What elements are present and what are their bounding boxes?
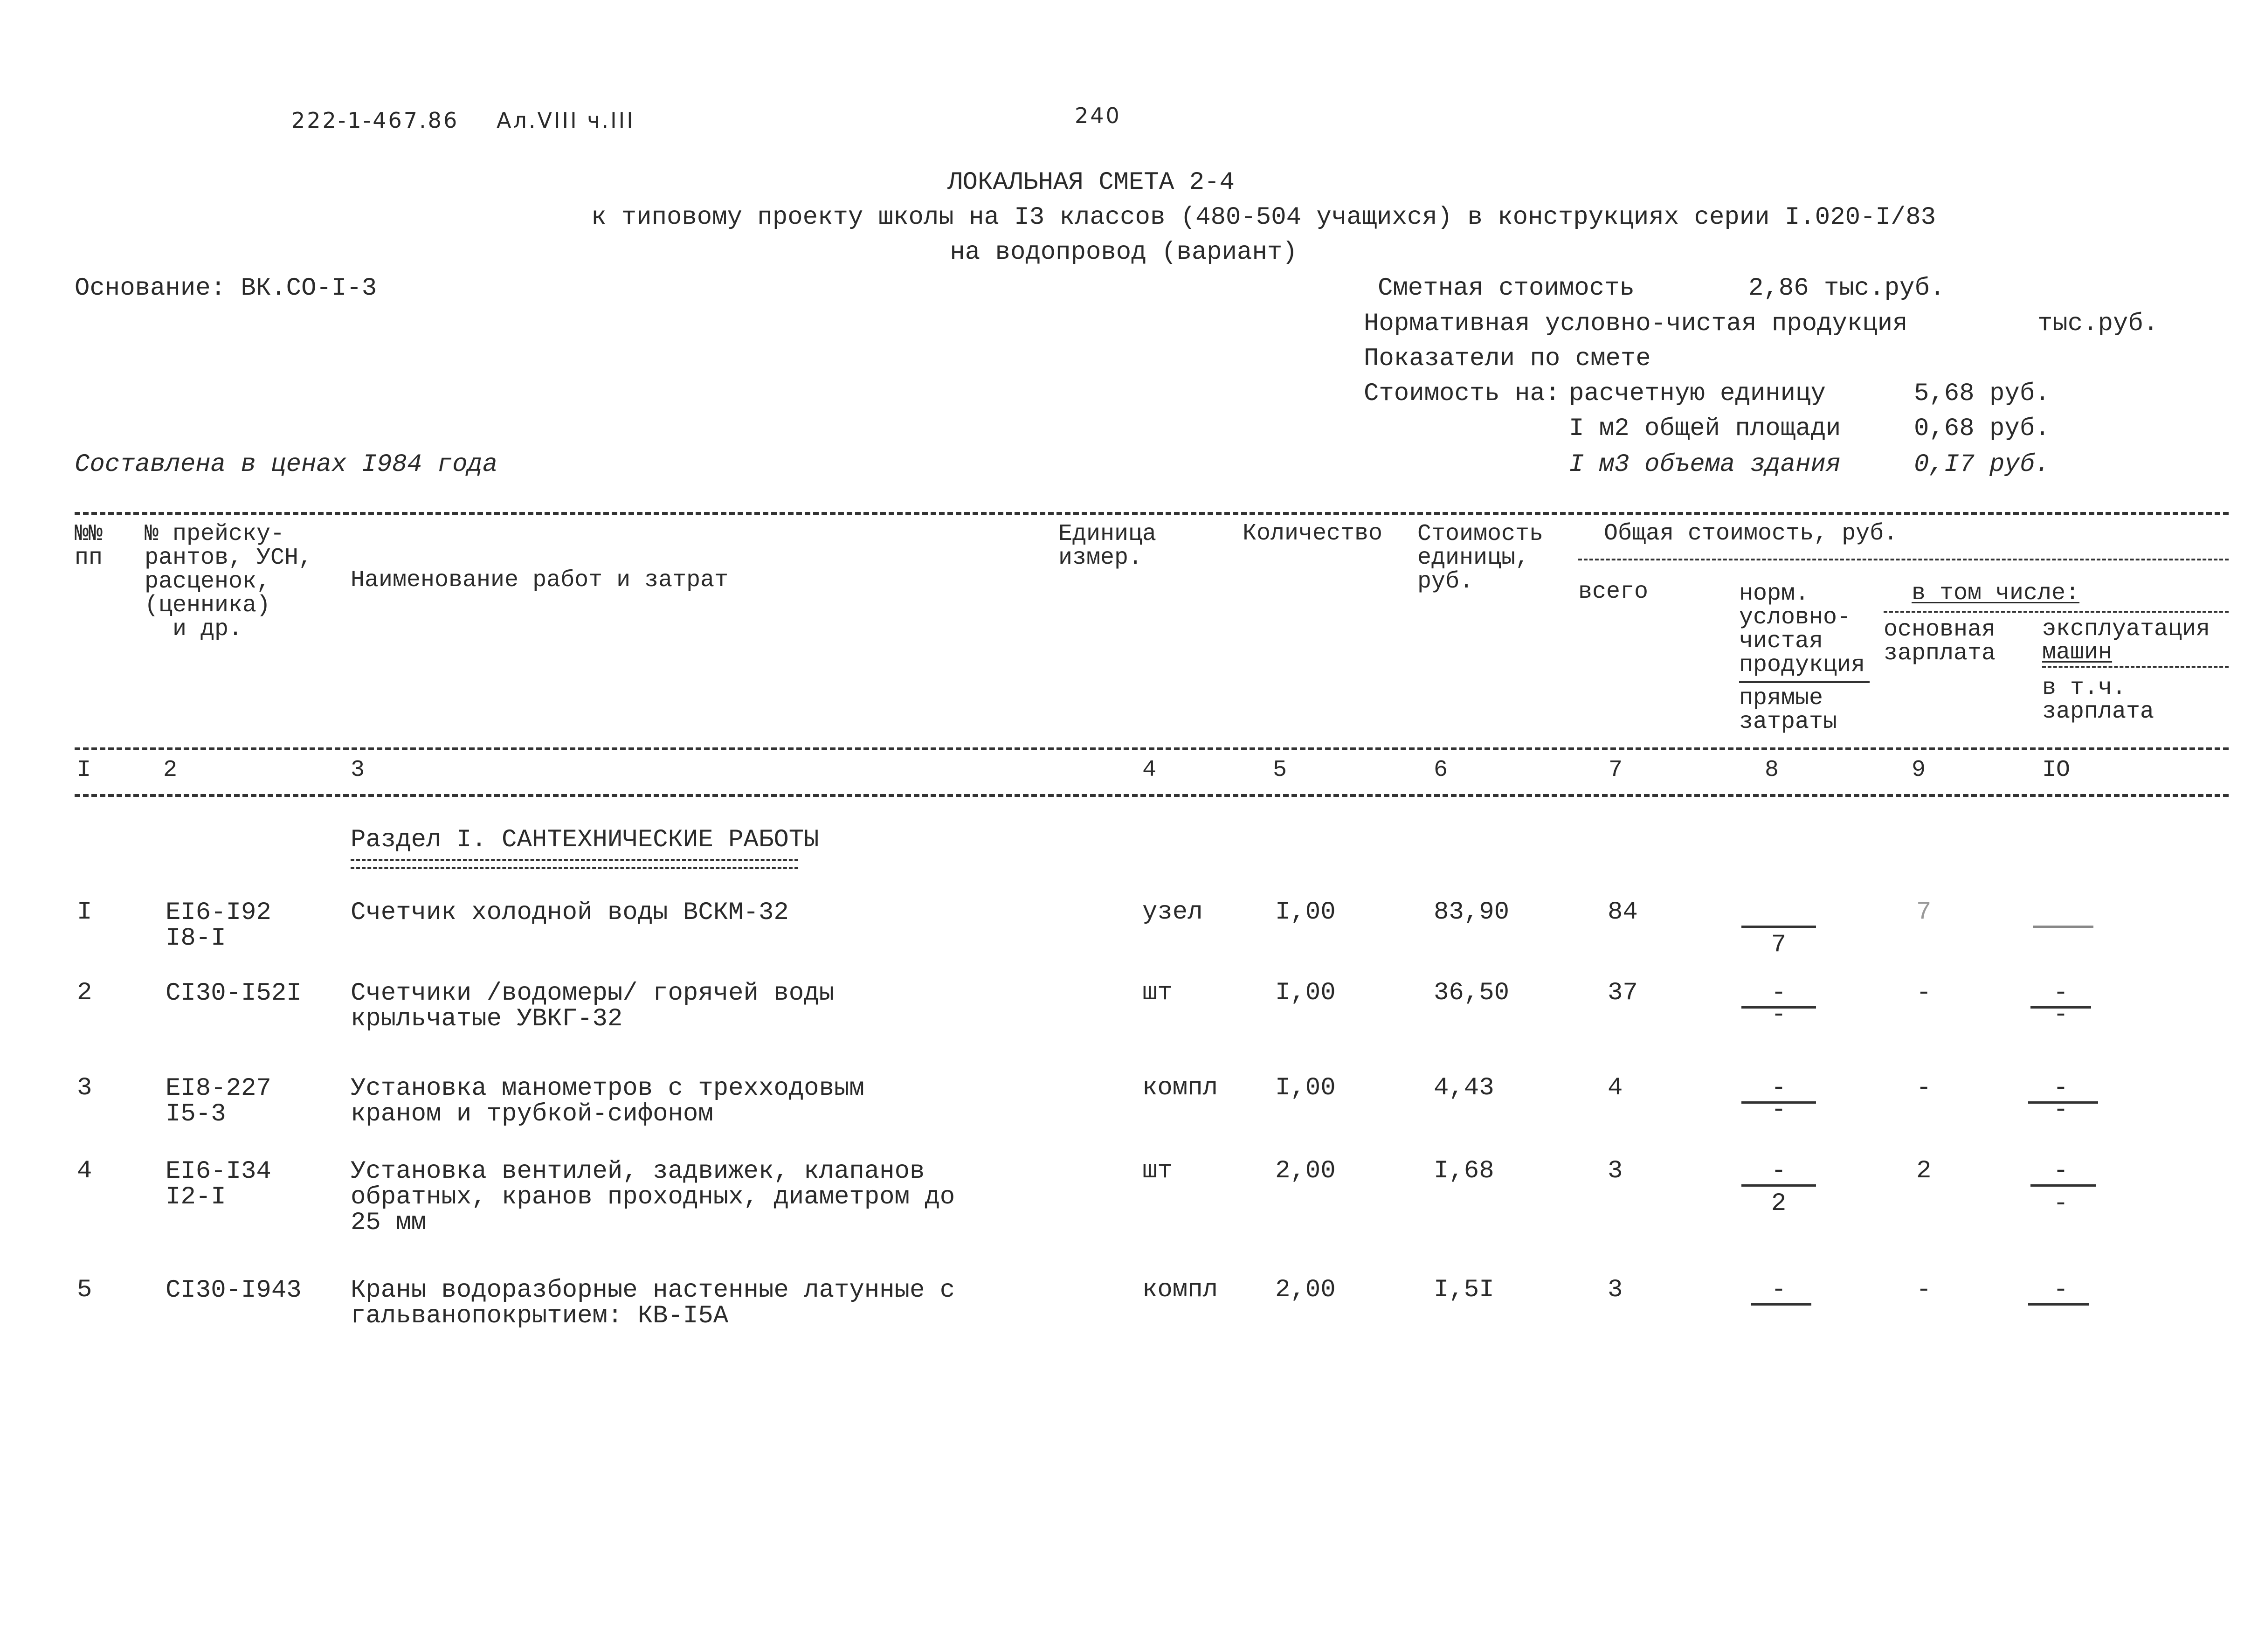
row-total: 37 <box>1608 979 1638 1007</box>
row-unit: шт <box>1142 1157 1173 1185</box>
colnum-2: 2 <box>163 757 178 783</box>
document-title: ЛОКАЛЬНАЯ СМЕТА 2-4 <box>947 168 1235 197</box>
header-col-3: Наименование работ и затрат <box>351 567 729 594</box>
header-col-10-machines: машин <box>2042 639 2113 666</box>
prices-year: Составлена в ценах I984 года <box>75 450 498 479</box>
header-col-2: № прейску- рантов, УСН, расценок, (ценника) и др. <box>145 521 313 643</box>
row-name: Краны водоразборные настенные латунные с гальванопокрытием: КВ-I5А <box>351 1276 955 1331</box>
header-col-4: Единица измер. <box>1058 521 1157 571</box>
section-title: Раздел I. САНТЕХНИЧЕСКИЕ РАБОТЫ <box>351 826 819 854</box>
header-bottom-rule <box>75 747 2229 750</box>
row-c10-bottom: - <box>2053 1189 2069 1218</box>
normative-unit: тыс.руб. <box>2037 310 2159 338</box>
row-c8-bottom: - <box>1771 1001 1787 1029</box>
header-col-8-bottom: прямые затраты <box>1739 685 1837 735</box>
colnum-8: 8 <box>1765 757 1779 783</box>
header-col-8-production: продукция <box>1739 652 1865 678</box>
row-c8-bottom: 7 <box>1771 931 1787 959</box>
per-unit-label: расчетную единицу <box>1569 380 1826 408</box>
row-c8-top: - <box>1771 1157 1787 1185</box>
section-title-underline-1 <box>351 859 798 861</box>
row-number: 4 <box>77 1157 92 1185</box>
row-quantity: 2,00 <box>1275 1157 1336 1185</box>
row-c8-fraction-line <box>1741 926 1816 928</box>
row-name: Счетчики /водомеры/ горячей воды крыльчатые УВКГ-32 <box>351 979 834 1034</box>
row-c10-fraction-line <box>2033 926 2093 928</box>
colnum-4: 4 <box>1142 757 1157 783</box>
row-quantity: I,00 <box>1275 1074 1336 1102</box>
row-unit-price: I,68 <box>1434 1157 1494 1185</box>
row-name: Установка вентилей, задвижек, клапанов обратных, кранов проходных, диаметром до 25 мм <box>351 1157 955 1237</box>
row-total: 3 <box>1608 1276 1623 1304</box>
production-rule <box>1739 681 1870 683</box>
indicators-label: Показатели по смете <box>1364 345 1651 373</box>
header-top-rule <box>75 512 2229 515</box>
row-c10-top: - <box>2053 979 2069 1007</box>
estimated-cost-label: Сметная стоимость <box>1378 274 1635 303</box>
row-c8-bottom: - <box>1771 1096 1787 1124</box>
row-c10-bottom: - <box>2053 1001 2069 1029</box>
normative-label: Нормативная условно-чистая продукция <box>1364 310 1908 338</box>
colnum-9: 9 <box>1912 757 1926 783</box>
row-code: CI30-I52I <box>166 979 302 1008</box>
row-unit-price: I,5I <box>1434 1276 1494 1304</box>
row-c8-top: - <box>1771 979 1787 1007</box>
document-subtitle: к типовому проекту школы на I3 классов (480-504 учащихся) в конструкциях серии I.020-I/83 <box>591 203 1936 232</box>
per-unit-value: 5,68 руб. <box>1914 380 2050 408</box>
row-unit: компл <box>1142 1276 1218 1304</box>
row-c8-fraction-line <box>1741 1184 1816 1187</box>
cost-on-label: Стоимость на: <box>1364 380 1561 408</box>
row-c8-bottom: 2 <box>1771 1189 1787 1218</box>
header-col-1: №№ пп <box>75 521 103 571</box>
per-m3-value: 0,I7 руб. <box>1914 450 2050 479</box>
row-c8-top: - <box>1771 1074 1787 1102</box>
handwritten-album: Ал.VIII ч.III <box>497 108 635 133</box>
row-c10-bottom: - <box>2053 1096 2069 1124</box>
row-number: 2 <box>77 979 92 1007</box>
row-c9: - <box>1916 1074 1932 1102</box>
row-number: 3 <box>77 1074 92 1102</box>
row-unit-price: 36,50 <box>1434 979 1510 1007</box>
row-unit: шт <box>1142 979 1173 1007</box>
row-name: Установка манометров с трехходовым краном и трубкой-сифоном <box>351 1074 864 1129</box>
header-col-10-bottom: в т.ч. зарплата <box>2042 675 2154 725</box>
colnum-1: I <box>77 757 91 783</box>
colnum-3: 3 <box>351 757 365 783</box>
per-m3-label: I м3 объема здания <box>1569 450 1841 479</box>
header-total-cost: Общая стоимость, руб. <box>1604 520 1898 547</box>
row-quantity: I,00 <box>1275 979 1336 1007</box>
row-total: 84 <box>1608 898 1638 926</box>
row-c10-fraction-line <box>2030 1184 2096 1187</box>
handwritten-ref: 222-1-467.86 <box>291 108 459 133</box>
row-c10-top: - <box>2053 1074 2069 1102</box>
row-total: 4 <box>1608 1074 1623 1102</box>
row-c9: - <box>1916 979 1932 1007</box>
document-subtitle-2: на водопровод (вариант) <box>950 238 1298 267</box>
row-code: EI6-I92 I8-I <box>166 899 271 953</box>
row-c10-fraction-line <box>2028 1303 2089 1306</box>
row-code: EI6-I34 I2-I <box>166 1157 271 1212</box>
colnum-6: 6 <box>1434 757 1448 783</box>
row-c8-top: - <box>1771 1276 1787 1304</box>
colnum-10: IO <box>2042 757 2071 783</box>
row-c10-top: - <box>2053 1157 2069 1185</box>
row-c8-fraction-line <box>1751 1303 1811 1306</box>
colnum-bottom-rule <box>75 794 2229 797</box>
header-col-10-top: эксплуатация <box>2042 616 2210 643</box>
header-col-6: Стоимость единицы, руб. <box>1417 521 1544 595</box>
per-m2-value: 0,68 руб. <box>1914 415 2050 443</box>
row-quantity: 2,00 <box>1275 1276 1336 1304</box>
colnum-5: 5 <box>1273 757 1287 783</box>
row-quantity: I,00 <box>1275 898 1336 926</box>
per-m2-label: I м2 общей площади <box>1569 415 1841 443</box>
estimated-cost-value: 2,86 тыс.руб. <box>1748 274 1945 303</box>
row-c9: - <box>1916 1276 1932 1304</box>
row-unit-price: 83,90 <box>1434 898 1510 926</box>
row-number: I <box>77 898 92 926</box>
row-c9: 2 <box>1916 1157 1932 1185</box>
header-col-5: Количество <box>1243 520 1383 547</box>
row-unit: узел <box>1142 898 1203 926</box>
header-col-9: основная зарплата <box>1884 616 1996 667</box>
header-col-8-top: норм. условно- чистая <box>1739 581 1851 655</box>
page-number: 240 <box>1075 103 1121 128</box>
row-number: 5 <box>77 1276 92 1304</box>
incl-rule <box>1884 611 2229 613</box>
row-unit-price: 4,43 <box>1434 1074 1494 1102</box>
machines-rule <box>2042 666 2229 668</box>
row-c10-top: - <box>2053 1276 2069 1304</box>
section-title-underline-2 <box>351 867 798 869</box>
row-code: EI8-227 I5-3 <box>166 1074 271 1129</box>
row-code: CI30-I943 <box>166 1276 302 1305</box>
basis: Основание: ВК.СО-I-3 <box>75 274 377 303</box>
row-unit: компл <box>1142 1074 1218 1102</box>
row-total: 3 <box>1608 1157 1623 1185</box>
row-name: Счетчик холодной воды ВСКМ-32 <box>351 899 789 927</box>
header-including: в том числе: <box>1912 580 2080 607</box>
colnum-7: 7 <box>1609 757 1623 783</box>
total-cost-rule <box>1578 559 2229 560</box>
header-col-7: всего <box>1578 579 1649 605</box>
row-c9: 7 <box>1916 898 1932 926</box>
